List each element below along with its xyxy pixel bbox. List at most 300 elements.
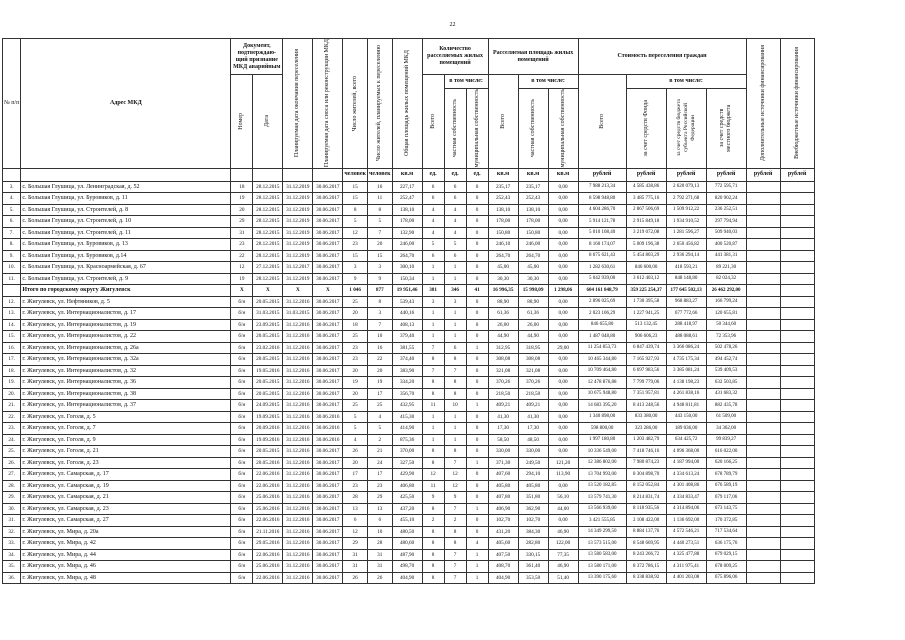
- table-cell: 31.12.2019: [283, 239, 313, 251]
- table-cell: 432,95: [392, 400, 422, 412]
- table-cell: 30.06.2017: [313, 204, 343, 216]
- table-cell: 18.: [3, 365, 21, 377]
- table-cell: 31.12.2016: [283, 331, 313, 343]
- table-cell: 1 487 048,80: [578, 331, 626, 343]
- table-cell: 30.06.2017: [313, 227, 343, 239]
- table-cell: 6: [444, 181, 466, 193]
- table-cell: 330,00: [488, 446, 518, 458]
- table-cell: X: [253, 285, 283, 297]
- col-planned-end: [283, 39, 313, 169]
- table-cell: 30.06.2017: [313, 193, 343, 205]
- table-row: [3, 250, 815, 262]
- table-cell: б/н: [231, 411, 253, 423]
- table-cell: 1: [422, 434, 444, 446]
- unit-cell: кв.м: [392, 168, 422, 181]
- table-cell: 30.06.2016: [313, 411, 343, 423]
- table-cell: 10 675 948,80: [578, 388, 626, 400]
- table-cell: 7: [367, 319, 392, 331]
- table-cell: б/н: [231, 400, 253, 412]
- address-cell: г. Жигулевск, ул. Самарская, д. 17: [21, 469, 231, 481]
- table-cell: 50 344,60: [706, 319, 746, 331]
- table-cell: 4: [367, 411, 392, 423]
- table-cell: [780, 377, 814, 389]
- table-cell: [746, 457, 780, 469]
- table-cell: 19.: [3, 377, 21, 389]
- table-cell: 29: [343, 538, 368, 550]
- address-cell: г. Жигулевск, ул. Самарская, д. 19: [21, 480, 231, 492]
- table-cell: 673 143,75: [706, 503, 746, 515]
- table-cell: 138,10: [488, 204, 518, 216]
- table-cell: 0: [466, 446, 488, 458]
- table-cell: 1: [466, 572, 488, 584]
- table-cell: 3: [444, 296, 466, 308]
- table-cell: [746, 515, 780, 527]
- table-cell: 374,40: [392, 354, 422, 366]
- table-cell: 12: [343, 526, 368, 538]
- table-cell: 15: [343, 250, 368, 262]
- unit-cell: человек: [367, 168, 392, 181]
- table-cell: 30.06.2017: [313, 354, 343, 366]
- table-cell: 17: [343, 469, 368, 481]
- table-cell: 0: [466, 262, 488, 274]
- table-cell: 4 325 477,88: [666, 549, 706, 561]
- table-cell: [780, 342, 814, 354]
- table-cell: [780, 193, 814, 205]
- table-cell: 0: [466, 365, 488, 377]
- address-cell: г. Жигулевск, ул. Интернационалистов, д. 32: [21, 365, 231, 377]
- table-cell: б/н: [231, 296, 253, 308]
- table-cell: 356,70: [392, 388, 422, 400]
- table-cell: 6: [422, 181, 444, 193]
- table-row: [3, 434, 815, 446]
- table-cell: 45,00: [488, 262, 518, 274]
- table-cell: б/н: [231, 572, 253, 584]
- table-cell: 30,30: [488, 273, 518, 285]
- table-cell: [746, 319, 780, 331]
- table-cell: 1: [422, 411, 444, 423]
- table-row: [3, 331, 815, 343]
- table-cell: б/н: [231, 434, 253, 446]
- address-cell: г. Жигулевск, ул. Интернационалистов, д. 37: [21, 400, 231, 412]
- table-cell: 7 988 213,34: [578, 181, 626, 193]
- table-cell: 0: [466, 227, 488, 239]
- table-cell: 16.: [3, 342, 21, 354]
- table-cell: 8: [422, 572, 444, 584]
- table-cell: [746, 193, 780, 205]
- table-cell: 418 593,21: [666, 262, 706, 274]
- table-cell: 371,30: [488, 457, 518, 469]
- table-cell: 2 023 106,29: [578, 308, 626, 320]
- table-cell: 4: [343, 434, 368, 446]
- table-cell: 4: [444, 216, 466, 228]
- address-cell: г. Жигулевск, ул. Самарская, д. 21: [21, 492, 231, 504]
- table-cell: [746, 423, 780, 435]
- table-cell: 0,00: [548, 193, 578, 205]
- table-cell: 1: [422, 273, 444, 285]
- table-cell: 31.12.2016: [283, 423, 313, 435]
- table-cell: 1 730 395,58: [626, 296, 666, 308]
- table-cell: 32.: [3, 526, 21, 538]
- table-cell: 8: [422, 526, 444, 538]
- table-cell: 30.06.2017: [313, 526, 343, 538]
- table-cell: 875,36: [392, 434, 422, 446]
- table-cell: 294,10: [518, 469, 548, 481]
- address-cell: г. Жигулевск, ул. Гоголя, д. 7: [21, 423, 231, 435]
- table-cell: 379,40: [392, 331, 422, 343]
- table-cell: 150,80: [488, 227, 518, 239]
- col-total-area: [392, 39, 422, 169]
- table-cell: 150,80: [518, 227, 548, 239]
- table-cell: 44,90: [488, 331, 518, 343]
- table-row: [3, 193, 815, 205]
- unit-cell: кв.м: [488, 168, 518, 181]
- address-cell: с. Большая Глушица, ул. Строителей, д. 8: [21, 204, 231, 216]
- table-cell: 7: [422, 365, 444, 377]
- table-cell: 34 362,00: [706, 423, 746, 435]
- table-cell: 0,00: [548, 377, 578, 389]
- table-cell: 24: [367, 457, 392, 469]
- table-row: [3, 503, 815, 515]
- table-cell: 28.12.2015: [253, 193, 283, 205]
- table-cell: 48,50: [518, 434, 548, 446]
- table-cell: [780, 319, 814, 331]
- table-cell: 604 161 848,79: [578, 285, 626, 297]
- table-cell: 236 252,51: [706, 204, 746, 216]
- table-cell: [780, 308, 814, 320]
- table-cell: 264,70: [518, 250, 548, 262]
- table-cell: 1 509 912,22: [666, 204, 706, 216]
- table-cell: 14 349 299,50: [578, 526, 626, 538]
- table-cell: 30.06.2017: [313, 239, 343, 251]
- table-cell: 616 022,00: [706, 446, 746, 458]
- table-cell: 351,80: [518, 492, 548, 504]
- table-cell: 28: [343, 492, 368, 504]
- table-cell: 15: [367, 250, 392, 262]
- area-incl: в том числе:: [518, 75, 578, 89]
- table-cell: 4 572 546,21: [666, 526, 706, 538]
- table-cell: 480,50: [392, 526, 422, 538]
- table-cell: 29: [231, 216, 253, 228]
- table-cell: 122,00: [548, 538, 578, 550]
- table-cell: 20.05.2015: [253, 377, 283, 389]
- table-cell: 166 799,24: [706, 296, 746, 308]
- table-cell: [780, 273, 814, 285]
- table-cell: 8: [422, 503, 444, 515]
- table-cell: 2 896 025,69: [578, 296, 626, 308]
- table-cell: 35.: [3, 561, 21, 573]
- table-cell: [746, 181, 780, 193]
- table-cell: 30.06.2017: [313, 181, 343, 193]
- table-cell: 8: [422, 388, 444, 400]
- table-cell: 31.12.2019: [283, 181, 313, 193]
- table-cell: [746, 572, 780, 584]
- table-cell: 28.: [3, 480, 21, 492]
- table-cell: 0: [466, 411, 488, 423]
- table-cell: 4 585 438,86: [626, 181, 666, 193]
- col-rooms-total: [422, 75, 444, 169]
- table-cell: 3: [367, 262, 392, 274]
- table-cell: 330,15: [518, 549, 548, 561]
- table-cell: 8 884 137,76: [626, 526, 666, 538]
- table-cell: 620 166,25: [706, 457, 746, 469]
- table-cell: 6: [422, 193, 444, 205]
- table-cell: 8.: [3, 239, 21, 251]
- table-cell: 6: [422, 250, 444, 262]
- table-row: [3, 446, 815, 458]
- table-cell: 8: [444, 354, 466, 366]
- table-cell: 30.06.2017: [313, 273, 343, 285]
- table-cell: 3 219 072,08: [626, 227, 666, 239]
- table-cell: 29.05.2016: [253, 538, 283, 550]
- table-cell: 27.: [3, 469, 21, 481]
- table-cell: 13 704 993,00: [578, 469, 626, 481]
- table-cell: 370,00: [392, 446, 422, 458]
- table-cell: 6: [444, 250, 466, 262]
- table-cell: 31.12.2019: [283, 250, 313, 262]
- table-cell: 20.05.2015: [253, 354, 283, 366]
- table-cell: 5: [367, 216, 392, 228]
- table-cell: 877: [367, 285, 392, 297]
- table-cell: 8: [444, 538, 466, 550]
- table-cell: 0,00: [548, 250, 578, 262]
- table-cell: 1: [444, 411, 466, 423]
- table-cell: 26.: [3, 457, 21, 469]
- table-cell: 0,00: [548, 308, 578, 320]
- table-cell: 178,00: [488, 216, 518, 228]
- table-cell: 1 281 596,27: [666, 227, 706, 239]
- table-cell: 1 298,06: [548, 285, 578, 297]
- table-cell: 30.06.2016: [313, 434, 343, 446]
- table-cell: 330,00: [518, 446, 548, 458]
- table-cell: 1: [466, 400, 488, 412]
- col-cost-fund: [626, 89, 666, 169]
- table-cell: 19.09.2015: [253, 411, 283, 423]
- table-cell: б/н: [231, 319, 253, 331]
- table-cell: 20: [343, 308, 368, 320]
- table-cell: 1 282 630,61: [578, 262, 626, 274]
- table-cell: 8 675 621,43: [578, 250, 626, 262]
- table-cell: 10: [367, 526, 392, 538]
- table-cell: 22: [367, 354, 392, 366]
- table-cell: 26,00: [488, 319, 518, 331]
- table-cell: 0,00: [548, 515, 578, 527]
- unit-cell: рублей: [706, 168, 746, 181]
- table-cell: 415,30: [392, 411, 422, 423]
- table-cell: 7.: [3, 227, 21, 239]
- table-cell: 6 847 439,74: [626, 342, 666, 354]
- table-cell: 408,13: [392, 319, 422, 331]
- table-cell: 1: [422, 423, 444, 435]
- col-document: Документ, подтверждаю-щий признание МКД аварийным: [231, 39, 283, 75]
- table-cell: 0,00: [548, 216, 578, 228]
- table-cell: 1: [422, 308, 444, 320]
- table-cell: 4 401 203,08: [666, 572, 706, 584]
- residents-planned-label: Число жителей, планируемых к переселению: [376, 45, 383, 162]
- table-cell: 23.: [3, 423, 21, 435]
- table-cell: 3 366 086,24: [666, 342, 706, 354]
- table-cell: X: [231, 285, 253, 297]
- table-cell: [746, 354, 780, 366]
- table-cell: 20: [367, 365, 392, 377]
- table-cell: 8 152 052,84: [626, 480, 666, 492]
- table-cell: 772 595,71: [706, 181, 746, 193]
- table-cell: 362,90: [518, 503, 548, 515]
- cost-total-label: Всего: [598, 113, 605, 129]
- table-cell: 138,10: [518, 204, 548, 216]
- table-cell: [780, 423, 814, 435]
- table-cell: 0: [466, 434, 488, 446]
- table-cell: 3: [422, 296, 444, 308]
- table-cell: 8: [444, 526, 466, 538]
- table-cell: 0: [466, 308, 488, 320]
- table-cell: [3, 285, 21, 297]
- table-cell: 1: [422, 262, 444, 274]
- table-cell: 312,95: [488, 342, 518, 354]
- table-cell: [780, 331, 814, 343]
- table-cell: 17: [367, 469, 392, 481]
- table-cell: 10.: [3, 262, 21, 274]
- table-cell: 5: [343, 216, 368, 228]
- table-cell: 26: [343, 572, 368, 584]
- table-cell: 31.12.2016: [283, 434, 313, 446]
- table-cell: 502 478,26: [706, 342, 746, 354]
- table-cell: 300,10: [392, 262, 422, 274]
- col-no: № п/п: [3, 39, 21, 169]
- table-cell: [780, 400, 814, 412]
- table-cell: 282,80: [518, 538, 548, 550]
- table-cell: 21.: [3, 400, 21, 412]
- table-cell: 443 150,00: [666, 411, 706, 423]
- address-cell: г. Жигулевск, ул. Гоголя, д. 21: [21, 446, 231, 458]
- table-cell: 381,55: [392, 342, 422, 354]
- table-cell: 13: [367, 503, 392, 515]
- table-cell: 4 138 198,23: [666, 377, 706, 389]
- table-cell: 409,21: [518, 400, 548, 412]
- table-cell: 370,26: [518, 377, 548, 389]
- table-cell: 31.12.2016: [283, 388, 313, 400]
- table-cell: 30.06.2017: [313, 538, 343, 550]
- unit-cell: рублей: [626, 168, 666, 181]
- table-cell: 0: [466, 319, 488, 331]
- table-cell: 4: [422, 216, 444, 228]
- table-cell: 29,00: [548, 342, 578, 354]
- table-cell: 429,90: [392, 469, 422, 481]
- table-cell: [780, 515, 814, 527]
- table-cell: X: [313, 285, 343, 297]
- address-cell: г. Жигулевск, ул. Интернационалистов, д. 17: [21, 308, 231, 320]
- table-cell: 23: [367, 480, 392, 492]
- table-row: [3, 319, 815, 331]
- table-cell: 19: [343, 377, 368, 389]
- table-cell: 539 409,53: [706, 365, 746, 377]
- table-cell: 8 214 831,74: [626, 492, 666, 504]
- table-cell: [746, 262, 780, 274]
- table-cell: [746, 285, 780, 297]
- table-cell: 170 372,85: [706, 515, 746, 527]
- table-cell: 5 009 196,38: [626, 239, 666, 251]
- table-cell: 0: [466, 377, 488, 389]
- unit-cell: кв.м: [518, 168, 548, 181]
- address-cell: г. Жигулевск, ул. Мира, д. 48: [21, 572, 231, 584]
- table-cell: 25: [343, 296, 368, 308]
- table-cell: 12: [231, 262, 253, 274]
- table-cell: 26,00: [518, 319, 548, 331]
- table-cell: [746, 342, 780, 354]
- table-cell: 717 534,64: [706, 526, 746, 538]
- table-cell: 31.12.2016: [283, 354, 313, 366]
- table-cell: 425,50: [392, 492, 422, 504]
- table-cell: 25.06.2016: [253, 492, 283, 504]
- table-cell: 846 600,00: [626, 262, 666, 274]
- unit-cell: рублей: [666, 168, 706, 181]
- table-row: [3, 572, 815, 584]
- table-cell: 0,00: [548, 227, 578, 239]
- table-cell: [746, 216, 780, 228]
- table-cell: 0: [466, 204, 488, 216]
- table-cell: 31.12.2016: [283, 561, 313, 573]
- table-cell: 1: [466, 503, 488, 515]
- table-cell: 8: [444, 377, 466, 389]
- table-cell: б/н: [231, 469, 253, 481]
- table-cell: 334,20: [392, 377, 422, 389]
- table-cell: 30.06.2017: [313, 319, 343, 331]
- area-total-label: Всего: [499, 113, 506, 129]
- table-cell: 30.06.2017: [313, 250, 343, 262]
- table-cell: 252,43: [488, 193, 518, 205]
- table-cell: 1 227 941,25: [626, 308, 666, 320]
- table-cell: 102,70: [518, 515, 548, 527]
- table-cell: 0: [466, 216, 488, 228]
- table-cell: 2 108 422,00: [626, 515, 666, 527]
- table-cell: [780, 457, 814, 469]
- table-cell: 252,47: [392, 193, 422, 205]
- table-cell: 31.12.2016: [283, 342, 313, 354]
- address-cell: с. Большая Глушица, ул. Буровиков, д.14: [21, 250, 231, 262]
- table-cell: 19.09.2016: [253, 434, 283, 446]
- table-cell: 6: [444, 342, 466, 354]
- table-cell: 26 462 292,00: [706, 285, 746, 297]
- table-cell: б/н: [231, 331, 253, 343]
- doc-number-label: Номер: [238, 112, 245, 130]
- table-cell: [780, 446, 814, 458]
- table-cell: 9: [422, 492, 444, 504]
- table-cell: 19: [231, 193, 253, 205]
- table-cell: 31.12.2016: [283, 377, 313, 389]
- table-cell: 31.12.2016: [283, 296, 313, 308]
- address-cell: г. Жигулевск, ул. Интернационалистов, д. 38: [21, 388, 231, 400]
- table-cell: 1: [466, 457, 488, 469]
- table-cell: 2 936 294,14: [666, 250, 706, 262]
- table-cell: 41,30: [518, 411, 548, 423]
- table-cell: 308,08: [488, 354, 518, 366]
- table-cell: 7: [444, 503, 466, 515]
- table-cell: 23: [343, 480, 368, 492]
- table-cell: 407,80: [488, 492, 518, 504]
- table-cell: 25.06.2016: [253, 561, 283, 573]
- table-cell: [746, 549, 780, 561]
- table-cell: 46,90: [548, 561, 578, 573]
- table-cell: [746, 561, 780, 573]
- table-cell: 488 088,61: [666, 331, 706, 343]
- table-cell: 30.06.2017: [313, 262, 343, 274]
- col-area-municipal: [548, 89, 578, 169]
- table-cell: [780, 572, 814, 584]
- address-cell: г. Жигулевск, ул. Мира, д. 42: [21, 538, 231, 550]
- table-cell: 178,00: [392, 216, 422, 228]
- table-row: [3, 538, 815, 550]
- table-cell: 8 372 786,15: [626, 561, 666, 573]
- table-cell: 31.12.2016: [283, 538, 313, 550]
